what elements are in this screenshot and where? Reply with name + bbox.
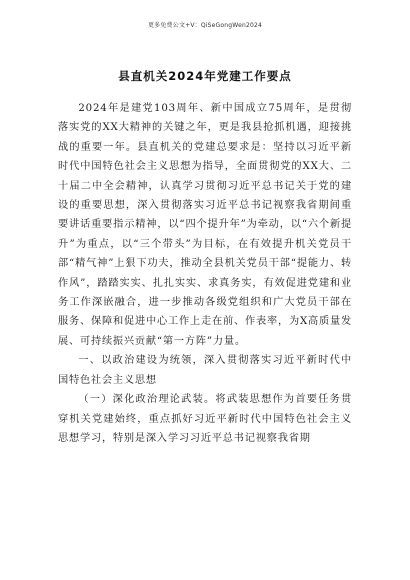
document-title: 县直机关2024年党建工作要点 <box>118 69 292 83</box>
header-note: 更多免费公文+V：QiSeGongWen2024 <box>147 22 263 29</box>
document-body <box>58 99 352 448</box>
subsection-paragraph: （一）深化政治理论武装。将武装思想作为首要任务贯穿机关党建始终，重点抓好习近平新时代中国特色社会主义思想学习，特别是深入学习习近平总书记视察我省期 <box>58 394 352 444</box>
section-heading: 一、以政治建设为统领，深入贯彻落实习近平新时代中国特色社会主义思想 <box>58 355 352 386</box>
intro-paragraph: 2024年是建党103周年、新中国成立75周年，是贯彻落实党的XX大精神的关键之年，更是我县抢抓机遇，迎接挑战的重要一年。县直机关的党建总要求是：坚持以习近平新时代中国特色社会主义思想为指导，全面贯彻党的XX大、二十届二中全会精神，认真学习贯彻习近平总书记关于党的建设的重要思想，深入贯彻落实习近平总书记视察我省期间重要讲话重要指示精神，以“四个提升年”为牵动，以“六个新提升”为重点，以“三个带头”为目标，在有效提升机关党员干部“精气神”上狠下功夫，推动全县机关党员干部“提能力、转作风”，踏踏实实、扎扎实实、求真务实，有效促进党建和业务工作深嵌融合，进一步推动各级党组织和广大党员干部在服务、保障和促进中心工作上走在前、作表率，为X高质量发展、可持续振兴贡献“第一方阵”力量。 <box>58 103 352 347</box>
